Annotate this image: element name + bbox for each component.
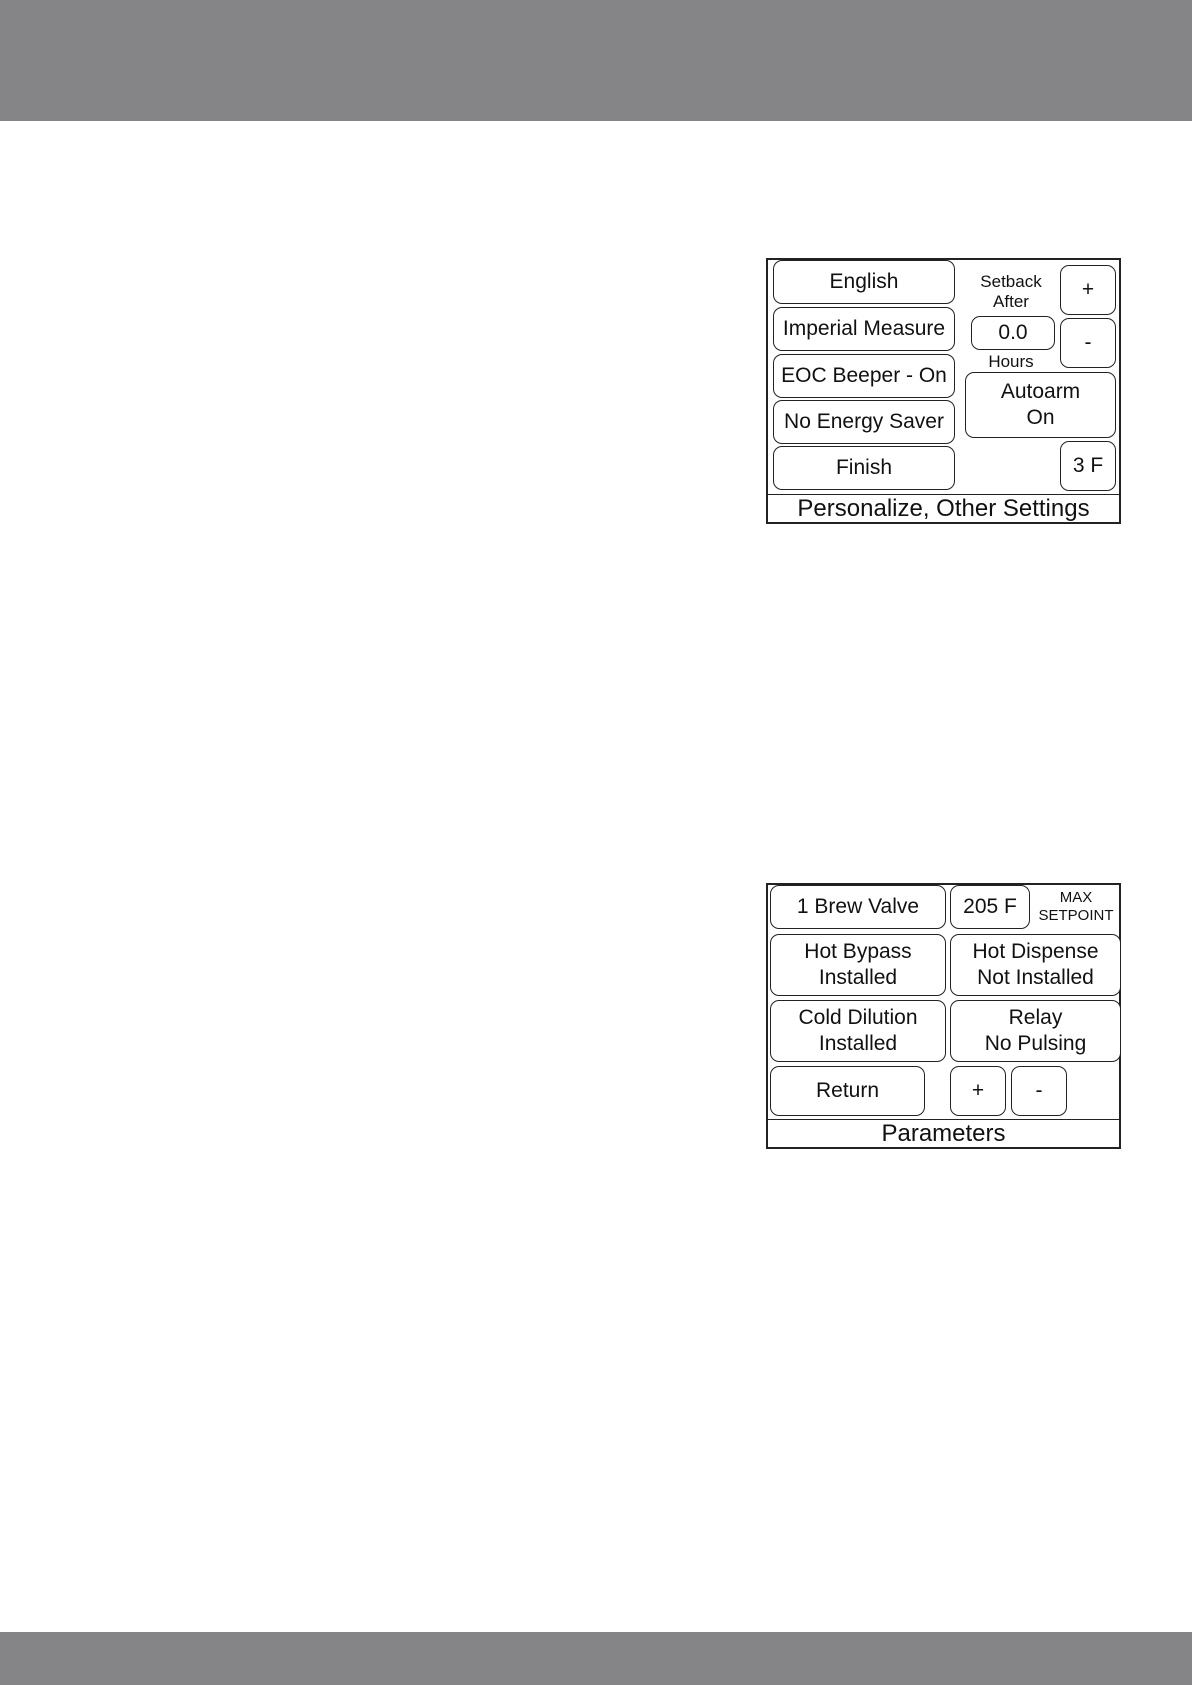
parameters-decrease-label: - xyxy=(1035,1079,1043,1102)
hot-bypass-line1: Hot Bypass xyxy=(804,940,912,963)
setback-decrease-button[interactable] xyxy=(1060,318,1116,368)
setback-value-display xyxy=(971,316,1055,350)
hot-dispense-button[interactable] xyxy=(950,934,1121,996)
parameters-increase-button[interactable] xyxy=(950,1066,1006,1116)
personalize-screen xyxy=(766,258,1121,524)
cold-dilution-line1: Cold Dilution xyxy=(798,1006,918,1029)
temp-offset-label: 3 F xyxy=(1072,454,1104,477)
hot-dispense-line1: Hot Dispense xyxy=(972,940,1099,963)
units-button[interactable] xyxy=(773,307,955,351)
cold-dilution-button[interactable] xyxy=(770,1000,946,1062)
setback-label-line2: After xyxy=(993,292,1029,311)
finish-button[interactable] xyxy=(773,446,955,490)
max-setpoint-label-line1: MAX xyxy=(1059,889,1093,906)
header-band xyxy=(0,0,1192,121)
finish-button-label: Finish xyxy=(835,456,893,479)
language-button[interactable] xyxy=(773,260,955,304)
beeper-button[interactable] xyxy=(773,354,955,398)
hot-bypass-button[interactable] xyxy=(770,934,946,996)
relay-line1: Relay xyxy=(1008,1006,1063,1029)
setback-label xyxy=(969,272,1053,312)
max-setpoint-value: 205 F xyxy=(963,895,1017,918)
beeper-button-label: EOC Beeper - On xyxy=(781,364,947,387)
cold-dilution-line2: Installed xyxy=(818,1032,898,1055)
max-setpoint-label-line2: SETPOINT xyxy=(1038,907,1114,924)
units-button-label: Imperial Measure xyxy=(782,317,946,340)
brew-valve-label: 1 Brew Valve xyxy=(796,895,920,918)
max-setpoint-label xyxy=(1032,889,1120,925)
setback-decrease-label: - xyxy=(1084,331,1092,354)
brew-valve-button[interactable] xyxy=(770,885,946,929)
parameters-screen-title: Parameters xyxy=(768,1119,1119,1147)
parameters-screen xyxy=(766,883,1121,1149)
parameters-increase-label: + xyxy=(971,1079,985,1102)
max-setpoint-value-button[interactable] xyxy=(950,885,1030,929)
screen-title: Personalize, Other Settings xyxy=(768,494,1119,522)
setback-value: 0.0 xyxy=(998,321,1028,344)
footer-band xyxy=(0,1632,1192,1685)
energy-saver-button-label: No Energy Saver xyxy=(784,410,944,433)
autoarm-button[interactable] xyxy=(965,372,1116,438)
setback-increase-label: + xyxy=(1081,278,1095,301)
return-label: Return xyxy=(815,1079,880,1102)
energy-saver-button[interactable] xyxy=(773,400,955,444)
temp-offset-button[interactable] xyxy=(1060,441,1116,491)
return-button[interactable] xyxy=(770,1066,925,1116)
hot-dispense-line2: Not Installed xyxy=(977,966,1094,989)
relay-line2: No Pulsing xyxy=(984,1032,1087,1055)
setback-label-line1: Setback xyxy=(980,272,1042,291)
autoarm-label-line1: Autoarm xyxy=(1000,380,1081,403)
language-button-label: English xyxy=(829,270,899,293)
hot-bypass-line2: Installed xyxy=(818,966,898,989)
parameters-decrease-button[interactable] xyxy=(1011,1066,1067,1116)
setback-increase-button[interactable] xyxy=(1060,265,1116,315)
setback-units-label: Hours xyxy=(988,352,1034,371)
relay-button[interactable] xyxy=(950,1000,1121,1062)
autoarm-label-line2: On xyxy=(1026,406,1055,429)
